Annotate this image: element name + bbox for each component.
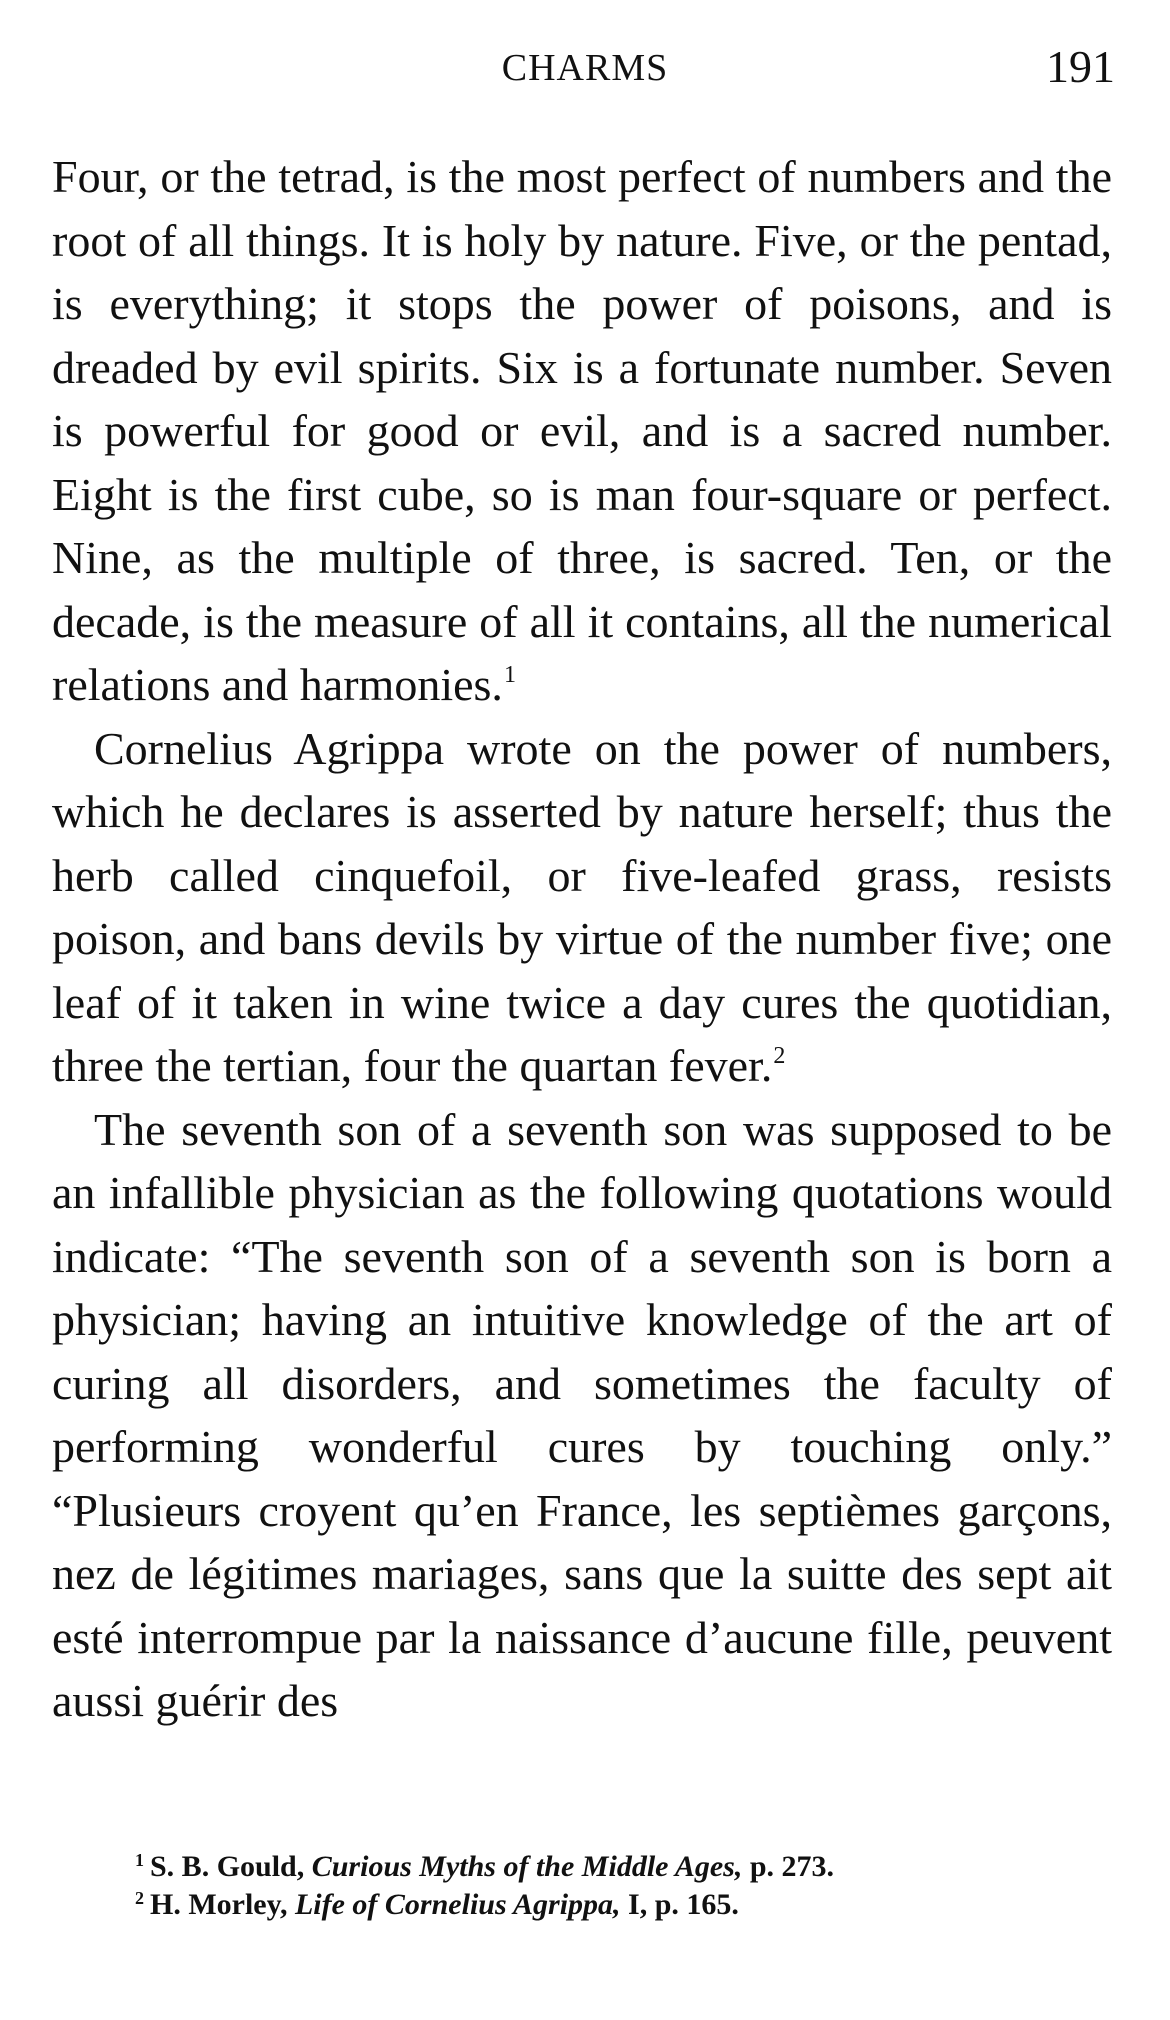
footnote-author: H. Morley,	[150, 1888, 295, 1921]
paragraph-2	[52, 717, 1112, 1098]
paragraph-1	[52, 145, 1112, 717]
running-title: CHARMS	[501, 47, 669, 89]
footnotes	[135, 1848, 1095, 1924]
footnote-page: p. 273.	[742, 1850, 835, 1883]
footnote-author: S. B. Gould,	[150, 1850, 312, 1883]
body-text	[52, 145, 1112, 1733]
footnote-page: I, p. 165.	[620, 1888, 739, 1921]
footnote-title: Life of Cornelius Agrippa,	[294, 1888, 621, 1921]
paragraph-text: The seventh son of a seventh son was supposed to be an infallible physician as the following quotations would indicate: “The seventh son of a seventh son is born a physician; having an intuitive knowledge of the art of curing all disorders, and sometimes the faculty of performing wonderful cures by touching only.” “Plusieurs croyent qu’en France, les septièmes garçons, nez de légitimes mariages, sans que la suitte des sept ait esté interrompue par la naissance d’aucune fille, peuvent aussi guérir des	[52, 1103, 1112, 1726]
footnote-marker: 2	[135, 1888, 144, 1908]
paragraph-3	[52, 1098, 1112, 1733]
footnote-title: Curious Myths of the Middle Ages,	[311, 1850, 743, 1883]
paragraph-text: Four, or the tetrad, is the most perfect of numbers and the root of all things. It is holy by nature. Five, or the pentad, is everything; it stops the power of poisons, and is dreaded by evil spirits. Six is a fortunate number. Seven is powerful for good or evil, and is a sacred number. Eight is the first cube, so is man four-square or perfect. Nine, as the multiple of three, is sacred. Ten, or the decade, is the measure of all it contains, all the numerical relations and harmonies.	[52, 151, 1112, 710]
footnote-1	[135, 1848, 1095, 1886]
running-header	[55, 40, 1115, 100]
footnote-reference: 2	[773, 1043, 786, 1069]
footnote-marker: 1	[135, 1850, 144, 1870]
footnote-reference: 1	[503, 662, 516, 688]
footnote-2	[135, 1886, 1095, 1924]
paragraph-text: Cornelius Agrippa wrote on the power of numbers, which he declares is asserted by nature herself; thus the herb called cinquefoil, or five-leafed grass, resists poison, and bans devils by virtue of the number five; one leaf of it taken in wine twice a day cures the quotidian, three the tertian, four the quartan fever.	[52, 722, 1112, 1091]
page-number: 191	[1046, 41, 1115, 92]
